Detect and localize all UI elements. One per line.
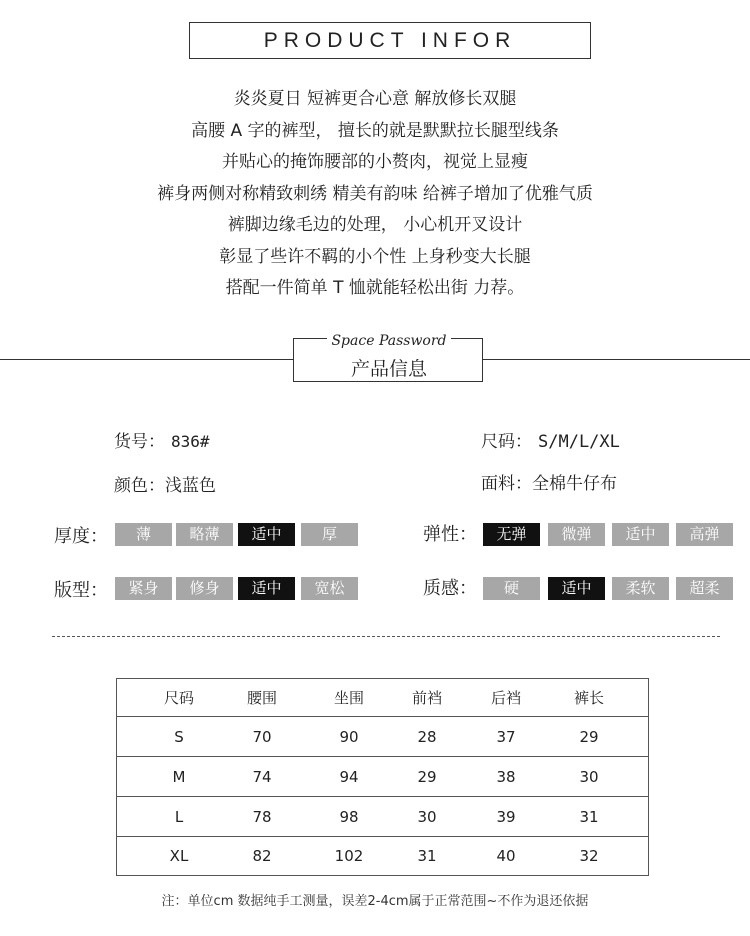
- section-heading: [293, 333, 483, 382]
- item-number-label: 货号：: [114, 432, 165, 452]
- elasticity-option-high: 高弹: [676, 523, 733, 546]
- table-cell: 28: [417, 727, 437, 746]
- table-cell: 29: [579, 727, 599, 746]
- description-line: 裤身两侧对称精致刺绣 精美有韵味 给裤子增加了优雅气质: [157, 183, 593, 204]
- table-row: [117, 837, 648, 875]
- size-range-value: S/M/L/XL: [538, 432, 620, 452]
- table-cell: 94: [339, 767, 359, 786]
- table-cell: L: [174, 807, 184, 826]
- texture-option-soft: 柔软: [612, 577, 669, 600]
- size-range: [481, 427, 620, 452]
- thickness-label: 厚度：: [54, 526, 108, 547]
- section-subtitle: [294, 330, 484, 349]
- thickness-option-thick: 厚: [301, 523, 358, 546]
- texture-option-extra-soft: 超柔: [676, 577, 733, 600]
- product-color: [114, 471, 216, 496]
- table-row: [117, 797, 648, 837]
- fit-option-slim: 修身: [176, 577, 233, 600]
- table-cell: 38: [496, 767, 516, 786]
- color-value: 浅蓝色: [165, 476, 216, 496]
- product-description: [0, 84, 750, 305]
- table-header-cell: 坐围: [333, 689, 364, 707]
- product-info-header: [189, 22, 591, 59]
- fit-option-tight: 紧身: [115, 577, 172, 600]
- fabric-value: 全棉牛仔布: [532, 474, 617, 494]
- table-header-cell: 腰围: [246, 689, 277, 707]
- thickness-option-thin: 薄: [115, 523, 172, 546]
- table-cell: 39: [496, 807, 516, 826]
- table-row: [117, 717, 648, 757]
- table-header-cell: 后裆: [490, 689, 521, 707]
- description-line: 高腰 A 字的裤型， 擅长的就是默默拉长腿型线条: [191, 120, 559, 141]
- table-header-row: [117, 679, 648, 717]
- elasticity-option-none: 无弹: [483, 523, 540, 546]
- table-cell: 40: [496, 847, 516, 865]
- description-line: 搭配一件简单 T 恤就能轻松出街 力荐。: [225, 278, 525, 298]
- elasticity-option-slight: 微弹: [548, 523, 605, 546]
- fit-option-loose: 宽松: [301, 577, 358, 600]
- thickness-option-medium: 适中: [238, 523, 295, 546]
- section-divider-left: [0, 359, 293, 360]
- section-subtitle-text: Space Password: [327, 333, 450, 349]
- table-cell: 70: [252, 727, 272, 746]
- table-row: [117, 757, 648, 797]
- table-header-cell: 前裆: [411, 689, 442, 707]
- fit-label: 版型：: [54, 580, 108, 601]
- table-cell: 90: [339, 727, 359, 746]
- table-cell: 37: [496, 727, 516, 746]
- table-cell: 31: [417, 847, 437, 865]
- item-number-value: 836#: [171, 432, 210, 451]
- table-cell: 98: [339, 807, 359, 826]
- table-cell: 31: [579, 807, 599, 826]
- fit-option-regular: 适中: [238, 577, 295, 600]
- table-cell: S: [174, 727, 184, 746]
- size-range-label: 尺码：: [481, 432, 532, 452]
- elasticity-label: 弹性：: [423, 524, 477, 545]
- elasticity-option-medium: 适中: [612, 523, 669, 546]
- fabric-label: 面料：: [481, 474, 532, 494]
- item-number: [114, 427, 210, 452]
- table-cell: M: [172, 767, 186, 786]
- table-cell: 29: [417, 767, 437, 786]
- section-title: 产品信息: [350, 358, 427, 380]
- description-line: 裤脚边缘毛边的处理， 小心机开叉设计: [227, 215, 523, 235]
- thickness-option-slightly-thin: 略薄: [176, 523, 233, 546]
- table-cell: 32: [579, 847, 599, 865]
- size-table: [116, 678, 649, 876]
- description-line: 并贴心的掩饰腰部的小赘肉，视觉上显瘦: [222, 152, 528, 172]
- table-cell: 30: [579, 767, 599, 786]
- texture-label: 质感：: [423, 578, 477, 599]
- table-header-cell: 尺码: [163, 689, 194, 707]
- fabric: [481, 469, 617, 494]
- description-line: 彰显了些许不羁的小个性 上身秒变大长腿: [219, 246, 531, 267]
- table-cell: 30: [417, 807, 437, 826]
- table-cell: 78: [252, 807, 272, 826]
- section-divider-right: [483, 359, 750, 360]
- table-cell: 82: [252, 847, 272, 865]
- measurement-note: 注：单位cm 数据纯手工测量，误差2-4cm属于正常范围~不作为退还依据: [161, 894, 589, 909]
- texture-option-hard: 硬: [483, 577, 540, 600]
- texture-option-medium: 适中: [548, 577, 605, 600]
- table-cell: XL: [169, 847, 189, 865]
- description-line: 炎炎夏日 短裤更合心意 解放修长双腿: [233, 89, 517, 109]
- table-cell: 102: [334, 847, 364, 865]
- header-title: PRODUCT INFOR: [263, 28, 517, 52]
- dashed-separator: [52, 636, 720, 637]
- table-header-cell: 裤长: [573, 689, 604, 707]
- color-label: 颜色：: [114, 476, 165, 496]
- table-cell: 74: [252, 767, 272, 786]
